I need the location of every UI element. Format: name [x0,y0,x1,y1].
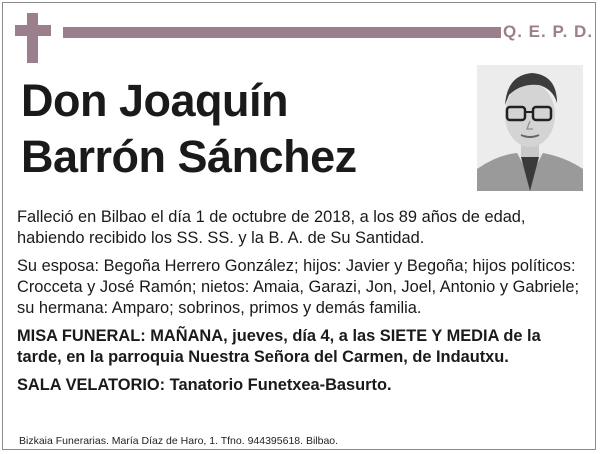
portrait-photo [477,65,583,191]
cross-icon [27,13,38,63]
funeral-home-footer: Bizkaia Funerarias. María Díaz de Haro, 1. Tfno. 944395618. Bilbao. [19,435,339,447]
deceased-name [21,73,461,185]
wake-paragraph: SALA VELATORIO: Tanatorio Funetxea-Basurto. [17,376,392,394]
qepd-label: Q. E. P. D. [503,22,594,41]
name-line-1: Don Joaquín [21,75,288,126]
notice-body [17,207,587,403]
header-rule [63,27,501,38]
obituary-card [2,2,596,450]
name-line-2: Barrón Sánchez [21,131,357,182]
cross-icon-bar [15,25,51,36]
family-paragraph: Su esposa: Begoña Herrero González; hijos: Javier y Begoña; hijos políticos: Crocceta y José Ramón; nietos: Amaia, Garazi, Jon, Joel, Antonio y Gabriele; su hermana: Amparo; sobrinos, primos y demás familia. [17,257,580,317]
funeral-paragraph: MISA FUNERAL: MAÑANA, jueves, día 4, a las SIETE Y MEDIA de la tarde, en la parroquia Nuestra Señora del Carmen, de Indautxu. [17,327,541,366]
death-paragraph: Falleció en Bilbao el día 1 de octubre de 2018, a los 89 años de edad, habiendo recibido los SS. SS. y la B. A. de Su Santidad. [17,208,526,247]
